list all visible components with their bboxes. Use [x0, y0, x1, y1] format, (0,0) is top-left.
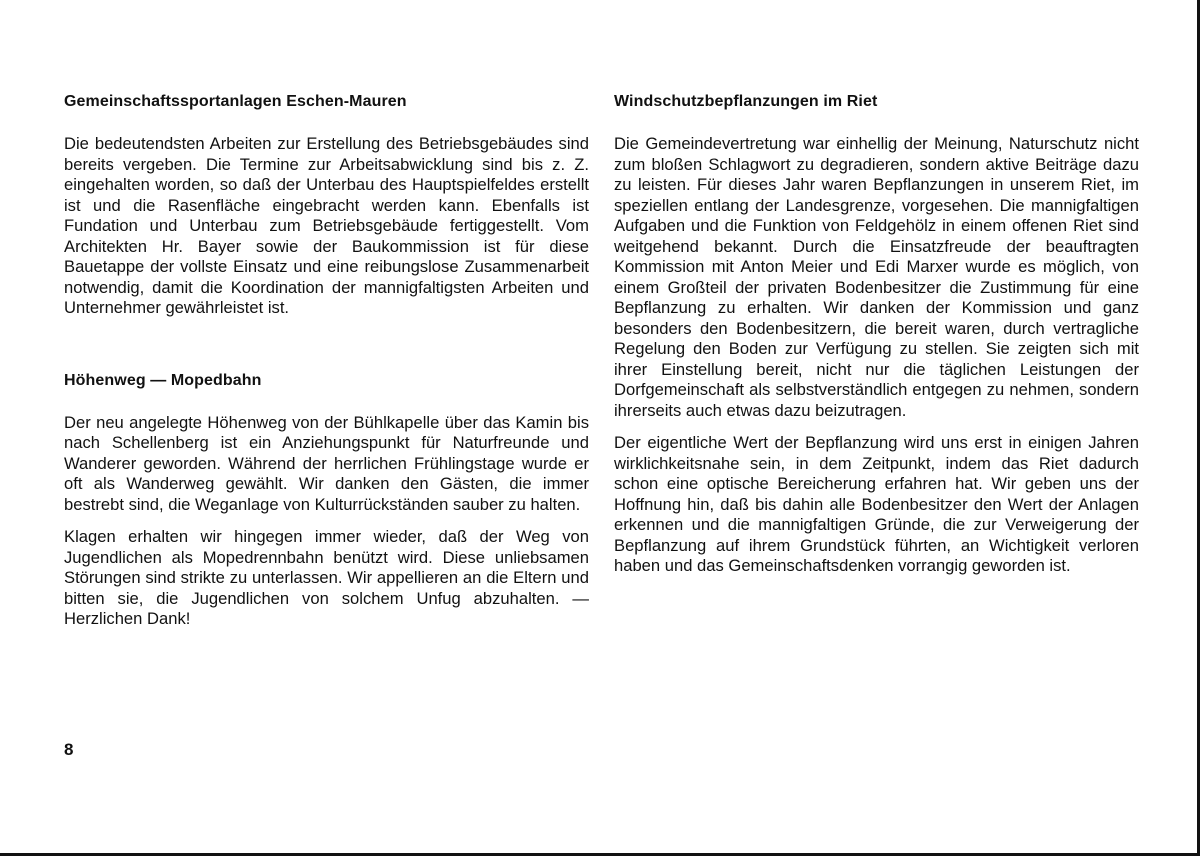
sports-facility-paragraph: Die bedeutendsten Arbeiten zur Erstellung des Betriebsgebäudes sind bereits vergeben. Die Termine zur Arbeitsabwicklung sind bis z. Z. eingehalten worden, so daß der Unterbau des Hauptspielfeldes erstellt ist und die Rasenfläche eingebracht werden kann. Ebenfalls ist Fundation und Unterbau zum Betriebsgebäude fertiggestellt. Vom Architekten Hr. Bayer sowie der Baukommission ist für diese Bauetappe der vollste Einsatz und eine reibungslose Zusammenarbeit notwendig, damit die Koordination der mannigfaltigsten Arbeiten und Unternehmer gewährleistet ist.	[64, 134, 589, 317]
right-column	[614, 92, 1139, 577]
hoehenweg-heading: Höhenweg — Mopedbahn	[64, 371, 262, 389]
windbreak-paragraph-1: Die Gemeindevertretung war einhellig der Meinung, Naturschutz nicht zum bloßen Schlagwort zu degradieren, sondern aktive Beiträge dazu zu leisten. Für dieses Jahr waren Bepflanzungen in unserem Riet, im speziellen entlang der Landesgrenze, vorgesehen. Die mannigfaltigen Aufgaben und die Funktion von Feldgehölz in einem offenen Riet sind weitgehend bekannt. Durch die Einsatzfreude der beauftragten Kommission mit Anton Meier und Edi Marxer wurde es möglich, von einem Großteil der privaten Bodenbesitzer die Zustimmung für eine Bepflanzung zu erhalten. Wir danken der Kommission und ganz besonders den Bodenbesitzern, die bereit waren, durch vertragliche Regelung den Boden zur Verfügung zu stellen. Sie zeigten sich mit ihrer Einstellung bereit, nicht nur die täglichen Leistungen der Dorfgemeinschaft als selbstverständlich entgegen zu nehmen, sondern ihrerseits auch etwas dazu beizutragen.	[614, 134, 1139, 420]
page-number: 8	[64, 740, 74, 759]
sports-facility-heading: Gemeinschaftssportanlagen Eschen-Mauren	[64, 93, 407, 110]
windbreak-paragraph-2: Der eigentliche Wert der Bepflanzung wird uns erst in einigen Jahren wirklichkeitsnahe sein, in dem Zeitpunkt, indem das Riet dadurch schon eine optische Bereicherung erfahren hat. Wir geben uns der Hoffnung hin, daß bis dahin alle Bodenbesitzer den Wert der Anlagen erkennen und die mannigfaltigen Gründe, die zur Verweigerung der Bepflanzung auf ihrem Grundstück führten, an Wichtigkeit verloren haben und das Gemeinschaftsdenken vorrangig geworden ist.	[614, 433, 1139, 575]
hoehenweg-paragraph-1: Der neu angelegte Höhenweg von der Bühlkapelle über das Kamin bis nach Schellenberg ist ein Anziehungspunkt für Naturfreunde und Wanderer geworden. Während der herrlichen Frühlingstage wurde er oft als Wanderweg gewählt. Wir danken den Gästen, die immer bestrebt sind, die Weganlage von Kulturrückständen sauber zu halten.	[64, 412, 589, 514]
hoehenweg-paragraph-2: Klagen erhalten wir hingegen immer wieder, daß der Weg von Jugendlichen als Mopedrennbahn benützt wird. Diese unliebsamen Störungen sind strikte zu unterlassen. Wir appellieren an die Eltern und bitten sie, die Jugendlichen von solchem Unfug abzuhalten. — Herzlichen Dank!	[64, 527, 589, 628]
windbreak-heading: Windschutzbepflanzungen im Riet	[614, 93, 878, 110]
left-column	[64, 92, 589, 630]
